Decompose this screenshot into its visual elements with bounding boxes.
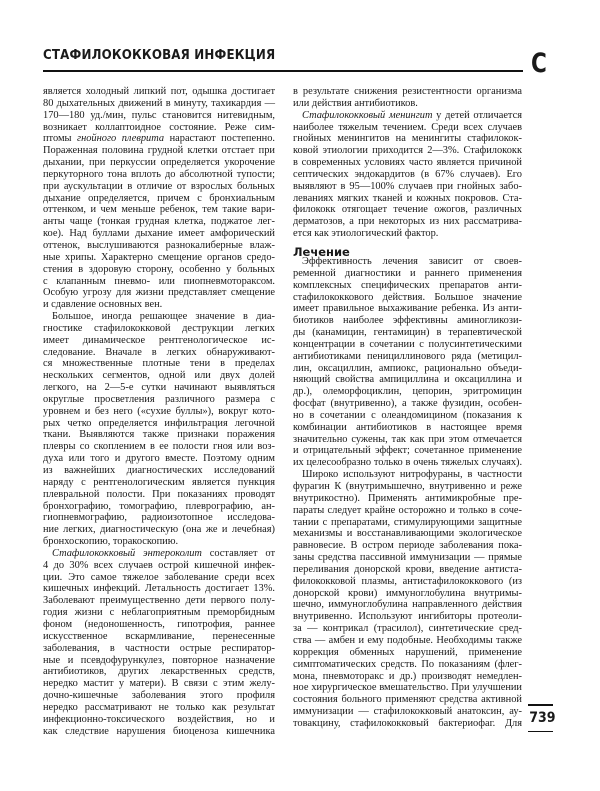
text-line: донорской крови) иммуноглобулина внутримы- xyxy=(293,587,522,599)
text-line: нескольких сегментов, одной или двух долей xyxy=(43,370,275,382)
text-line: нередко рассматривают не только как результат xyxy=(43,701,275,713)
text-line: филококковой плазмы, антистафилококкового (из xyxy=(293,575,522,587)
text-line: бронхографию, томографию, плеврографию, ан- xyxy=(43,500,275,512)
text-line: или действия антибиотиков. xyxy=(293,97,418,109)
text-line: кишечных инфекций. Летальность достигает 13%. xyxy=(43,583,275,595)
text-line: др.), олеморфоциклин, цепорин, эритромицин xyxy=(293,386,522,398)
text-line: комбинации антибиотиков в настоящее время xyxy=(293,421,522,433)
text-line: дыхание определяется, причем с бронхиальным xyxy=(43,192,275,204)
text-line: плевральной полости. При показаниях проводят xyxy=(43,488,275,500)
text-segment: у детей отличается xyxy=(432,109,522,121)
text-line: 80 дыхательных движений в минуту, тахикардия — xyxy=(43,97,275,109)
text-line: антибиотиками пенициллинового ряда (метицил- xyxy=(293,350,522,362)
text-line: за — контрикал (трасилол), синтетические сред- xyxy=(293,623,522,635)
section-heading: Лечение xyxy=(293,244,350,259)
text-line: леваниях мягких тканей и кожных покровов. Ста- xyxy=(293,192,522,204)
text-line: в современных условиях часто является причиной xyxy=(293,157,522,169)
text-line: ся множественные плотные тени в пределах xyxy=(43,358,275,370)
text-line: равновесие. В остром периоде заболевания пока- xyxy=(293,540,522,552)
text-line: наиболее тяжелым течением. Среди всех случаев xyxy=(293,121,522,133)
text-line: является холодный липкий пот, одышка достигает xyxy=(43,86,275,97)
text-line: перкуторного тона вплоть до абсолютной тупости; xyxy=(43,168,275,180)
page-number-rule-bottom xyxy=(528,731,553,733)
text-line: Широко используют нитрофураны, в частности xyxy=(302,469,522,481)
text-line: комплексных специфических препаратов анти- xyxy=(293,279,522,291)
paragraph xyxy=(293,86,522,110)
text-line: рых четко определяется инфильтрация легочной xyxy=(43,417,275,429)
text-segment: птомы xyxy=(43,133,78,145)
italic-term: Стафилококковый энтероколит xyxy=(52,547,202,559)
text-line: кое). Над буллами дыхание имеет амфорический xyxy=(43,228,275,240)
text-line: симптоматических средств. По показаниям (флег- xyxy=(293,658,522,670)
running-title: СТАФИЛОКОККОВАЯ ИНФЕКЦИЯ xyxy=(43,48,276,63)
paragraph xyxy=(293,110,522,240)
text-line: внутрикостно). Применять антимикробные пре- xyxy=(293,492,522,504)
text-line: мона, пневмоторакс и др.) производят немедлен- xyxy=(293,670,522,682)
text-line: бронхоскопию, торакоскопию. xyxy=(43,536,179,548)
text-line: ции. Это самое тяжелое заболевание среди всех xyxy=(43,571,275,583)
text-line: ные хрипы. Характерно смещение органов средо- xyxy=(43,251,275,263)
text-line: заны средства пассивной иммунизации — прямые xyxy=(293,552,522,564)
text-line: оттенком, и чем меньше ребенок, тем такие вари- xyxy=(43,204,275,216)
paragraph xyxy=(43,86,275,311)
text-line: годия жизни с неблагоприятным преморбидным xyxy=(43,607,275,619)
text-line: инфекционно-токсического воздействия, но и xyxy=(43,713,275,725)
text-line: ное хирургическое вмешательство. При улучшении xyxy=(293,682,522,694)
text-line: ние легких, диагностическую (она же и лечебная) xyxy=(43,524,275,536)
text-line: переливания донорской крови, введение антиста- xyxy=(293,563,522,575)
text-line: и сдавление основных вен. xyxy=(43,299,163,311)
text-line: тании с препаратами, стимулирующими защитные xyxy=(293,516,522,528)
text-line: возникает коллаптоидное состояние. Реже сим- xyxy=(43,121,275,133)
text-line: из важнейших диагностических исследований xyxy=(43,465,275,476)
text-line: коррекция обменных нарушений, применение xyxy=(293,646,522,658)
text-line: имеет правильное выхаживание ребенка. Из анти- xyxy=(293,303,522,315)
text-line: ные и псевдофурункулез, повторное назначение xyxy=(43,654,275,666)
text-line: концентрации в сочетании с полусинтетическими xyxy=(293,338,522,350)
text-line: септических эндокардитов (в 67% случаев). Его xyxy=(293,168,522,180)
text-line: стафилококкового действия. Большое значение xyxy=(293,291,522,303)
text-line: и отрицательный эффект; сочетанное применение xyxy=(293,445,522,457)
text-line: имеет динамическое рентгенологическое ис- xyxy=(43,334,275,346)
text-line: биотиков наиболее эффективны аминогликози- xyxy=(293,315,522,327)
text-line: фоном (недоношенность, гипотрофия, раннее xyxy=(43,618,275,630)
text-line: Эффективность лечения зависит от своев- xyxy=(302,255,522,267)
text-line: ткани. Выявляются также признаки поражения xyxy=(43,429,275,441)
text-line: следование. Вначале в легких обнаруживают- xyxy=(43,346,275,358)
text-line: дочно-кишечные заболевания этого профиля xyxy=(43,690,275,702)
text-line: наряду с рентгенологическим является пункция xyxy=(43,476,275,488)
text-line: механизмы и восстанавливающими экологическое xyxy=(293,528,522,540)
text-line: гиопневмографию, радиоизотопное исследова- xyxy=(43,512,275,524)
text-line: значительно сужены, так как при этом отмечается xyxy=(293,433,522,445)
text-line: 4 до 30% всех случаев острой кишечной инфек- xyxy=(43,559,275,571)
text-line: фосфат (внутривенно), а также фузидин, особен- xyxy=(293,398,522,410)
text-line: выявляют в 95—100% случаев при гнойных забо- xyxy=(293,180,522,192)
text-line: состояния больного применяют средства активной xyxy=(293,694,522,706)
text-line: Особую угрозу для жизни представляет смещение xyxy=(43,287,275,299)
text-line: гностике стафилококковой деструкции легких xyxy=(43,322,275,334)
text-line: с клапанным пневмо- или пиопневмотораксом. xyxy=(43,275,275,287)
text-line: ется как этиологический фактор. xyxy=(293,228,439,240)
text-line: плевры со скоплением в ее полости гноя или воз- xyxy=(43,441,275,453)
text-line xyxy=(43,548,275,560)
text-line: как следствие нарушения биоценоза кишечника xyxy=(43,725,275,737)
text-segment: составляет от xyxy=(201,547,275,559)
text-line: Большое, иногда решающее значение в диа- xyxy=(52,311,275,323)
text-line: искусственное вскармливание, перенесенные xyxy=(43,630,275,642)
text-line: ства — амбен и ему подобные. Необходимы также xyxy=(293,634,522,646)
text-line: округлые просветления различного размера с xyxy=(43,393,275,405)
text-line: Заболевают преимущественно дети первого полу- xyxy=(43,595,275,607)
text-line: стения в здоровую сторону, особенно у больных xyxy=(43,263,275,275)
paragraph xyxy=(43,311,275,548)
text-line: при аускультации в отличие от взрослых больных xyxy=(43,180,275,192)
paragraph xyxy=(43,548,275,738)
paragraph xyxy=(293,469,522,730)
text-line: духа или того и другого вместе. Поэтому одним xyxy=(43,453,275,465)
page-number-box xyxy=(528,704,556,732)
text-line: ременной диагностики и раннего применения xyxy=(293,267,522,279)
text-line: товакцину, стафилококковый бактериофаг. Для xyxy=(293,717,522,729)
italic-term: Стафилококковый менингит xyxy=(302,109,433,121)
left-column xyxy=(43,86,275,737)
text-line: иммунизации — стафилококковый анатоксин, ау- xyxy=(293,706,522,718)
text-line: фурагин К (внутримышечно, внутривенно и реже xyxy=(293,481,522,492)
text-line: Пораженная половина грудной клетки отстает при xyxy=(43,145,275,157)
text-line xyxy=(43,133,275,145)
section-letter: С xyxy=(531,48,547,79)
text-line: параты следует крайне осторожно и только в соче- xyxy=(293,504,522,516)
header-rule xyxy=(43,70,523,72)
italic-term: гнойного плеврита xyxy=(77,133,165,145)
text-line: ды (канамицин, гентамицин) в терапевтической xyxy=(293,327,522,339)
text-line: шечно, иммуноглобулина направленного действия xyxy=(293,599,522,611)
text-line: няющий свойства ампициллина и оксациллина и xyxy=(293,374,522,386)
right-column xyxy=(293,86,522,730)
text-line: их целесообразно только в очень тяжелых случаях). xyxy=(293,457,522,469)
paragraph xyxy=(293,256,522,469)
text-line: дерматозов, а при некоторых из них рассматрива- xyxy=(293,216,522,228)
text-line: ковой этиологии приходится 2—3%. Стафилококк xyxy=(293,145,522,157)
text-line: в результате снижения резистентности организма xyxy=(293,86,522,97)
text-line xyxy=(293,110,522,122)
text-line: гнойных менингитов на менингиты стафилокок- xyxy=(293,133,522,145)
text-line: 170—180 уд./мин, пульс становится нитевидным, xyxy=(43,109,275,121)
text-line: уровнем и без него («сухие буллы»), вокруг кото- xyxy=(43,405,275,417)
page-number: 739 xyxy=(529,709,556,726)
text-line: внутривенно. Используют ингибиторы протеоли- xyxy=(293,611,522,623)
text-line: анты чаще (тонкая грудная клетка, поджатое лег- xyxy=(43,216,275,228)
text-line: филококк отягощает течение ожогов, различных xyxy=(293,204,522,216)
text-line: нередко мастит у матери). В связи с этим желу- xyxy=(43,678,275,690)
text-line: лин, оксациллин, ампиокс, рационально объеди- xyxy=(293,362,522,374)
text-line: заболевания, в частности острые респиратор- xyxy=(43,642,275,654)
text-line: дыхании, при перкуссии определяется укорочение xyxy=(43,157,275,169)
text-segment: нарастают постепенно. xyxy=(164,133,275,145)
text-line: легкого, на 2—5-е сутки начинают выявляться xyxy=(43,382,275,394)
text-line: антибиотиков, других лекарственных средств, xyxy=(43,666,275,678)
text-line: но в сочетании с олеандомицином (показания к xyxy=(293,409,522,421)
text-line: оттенок, выслушиваются разнокалиберные влаж- xyxy=(43,239,275,251)
